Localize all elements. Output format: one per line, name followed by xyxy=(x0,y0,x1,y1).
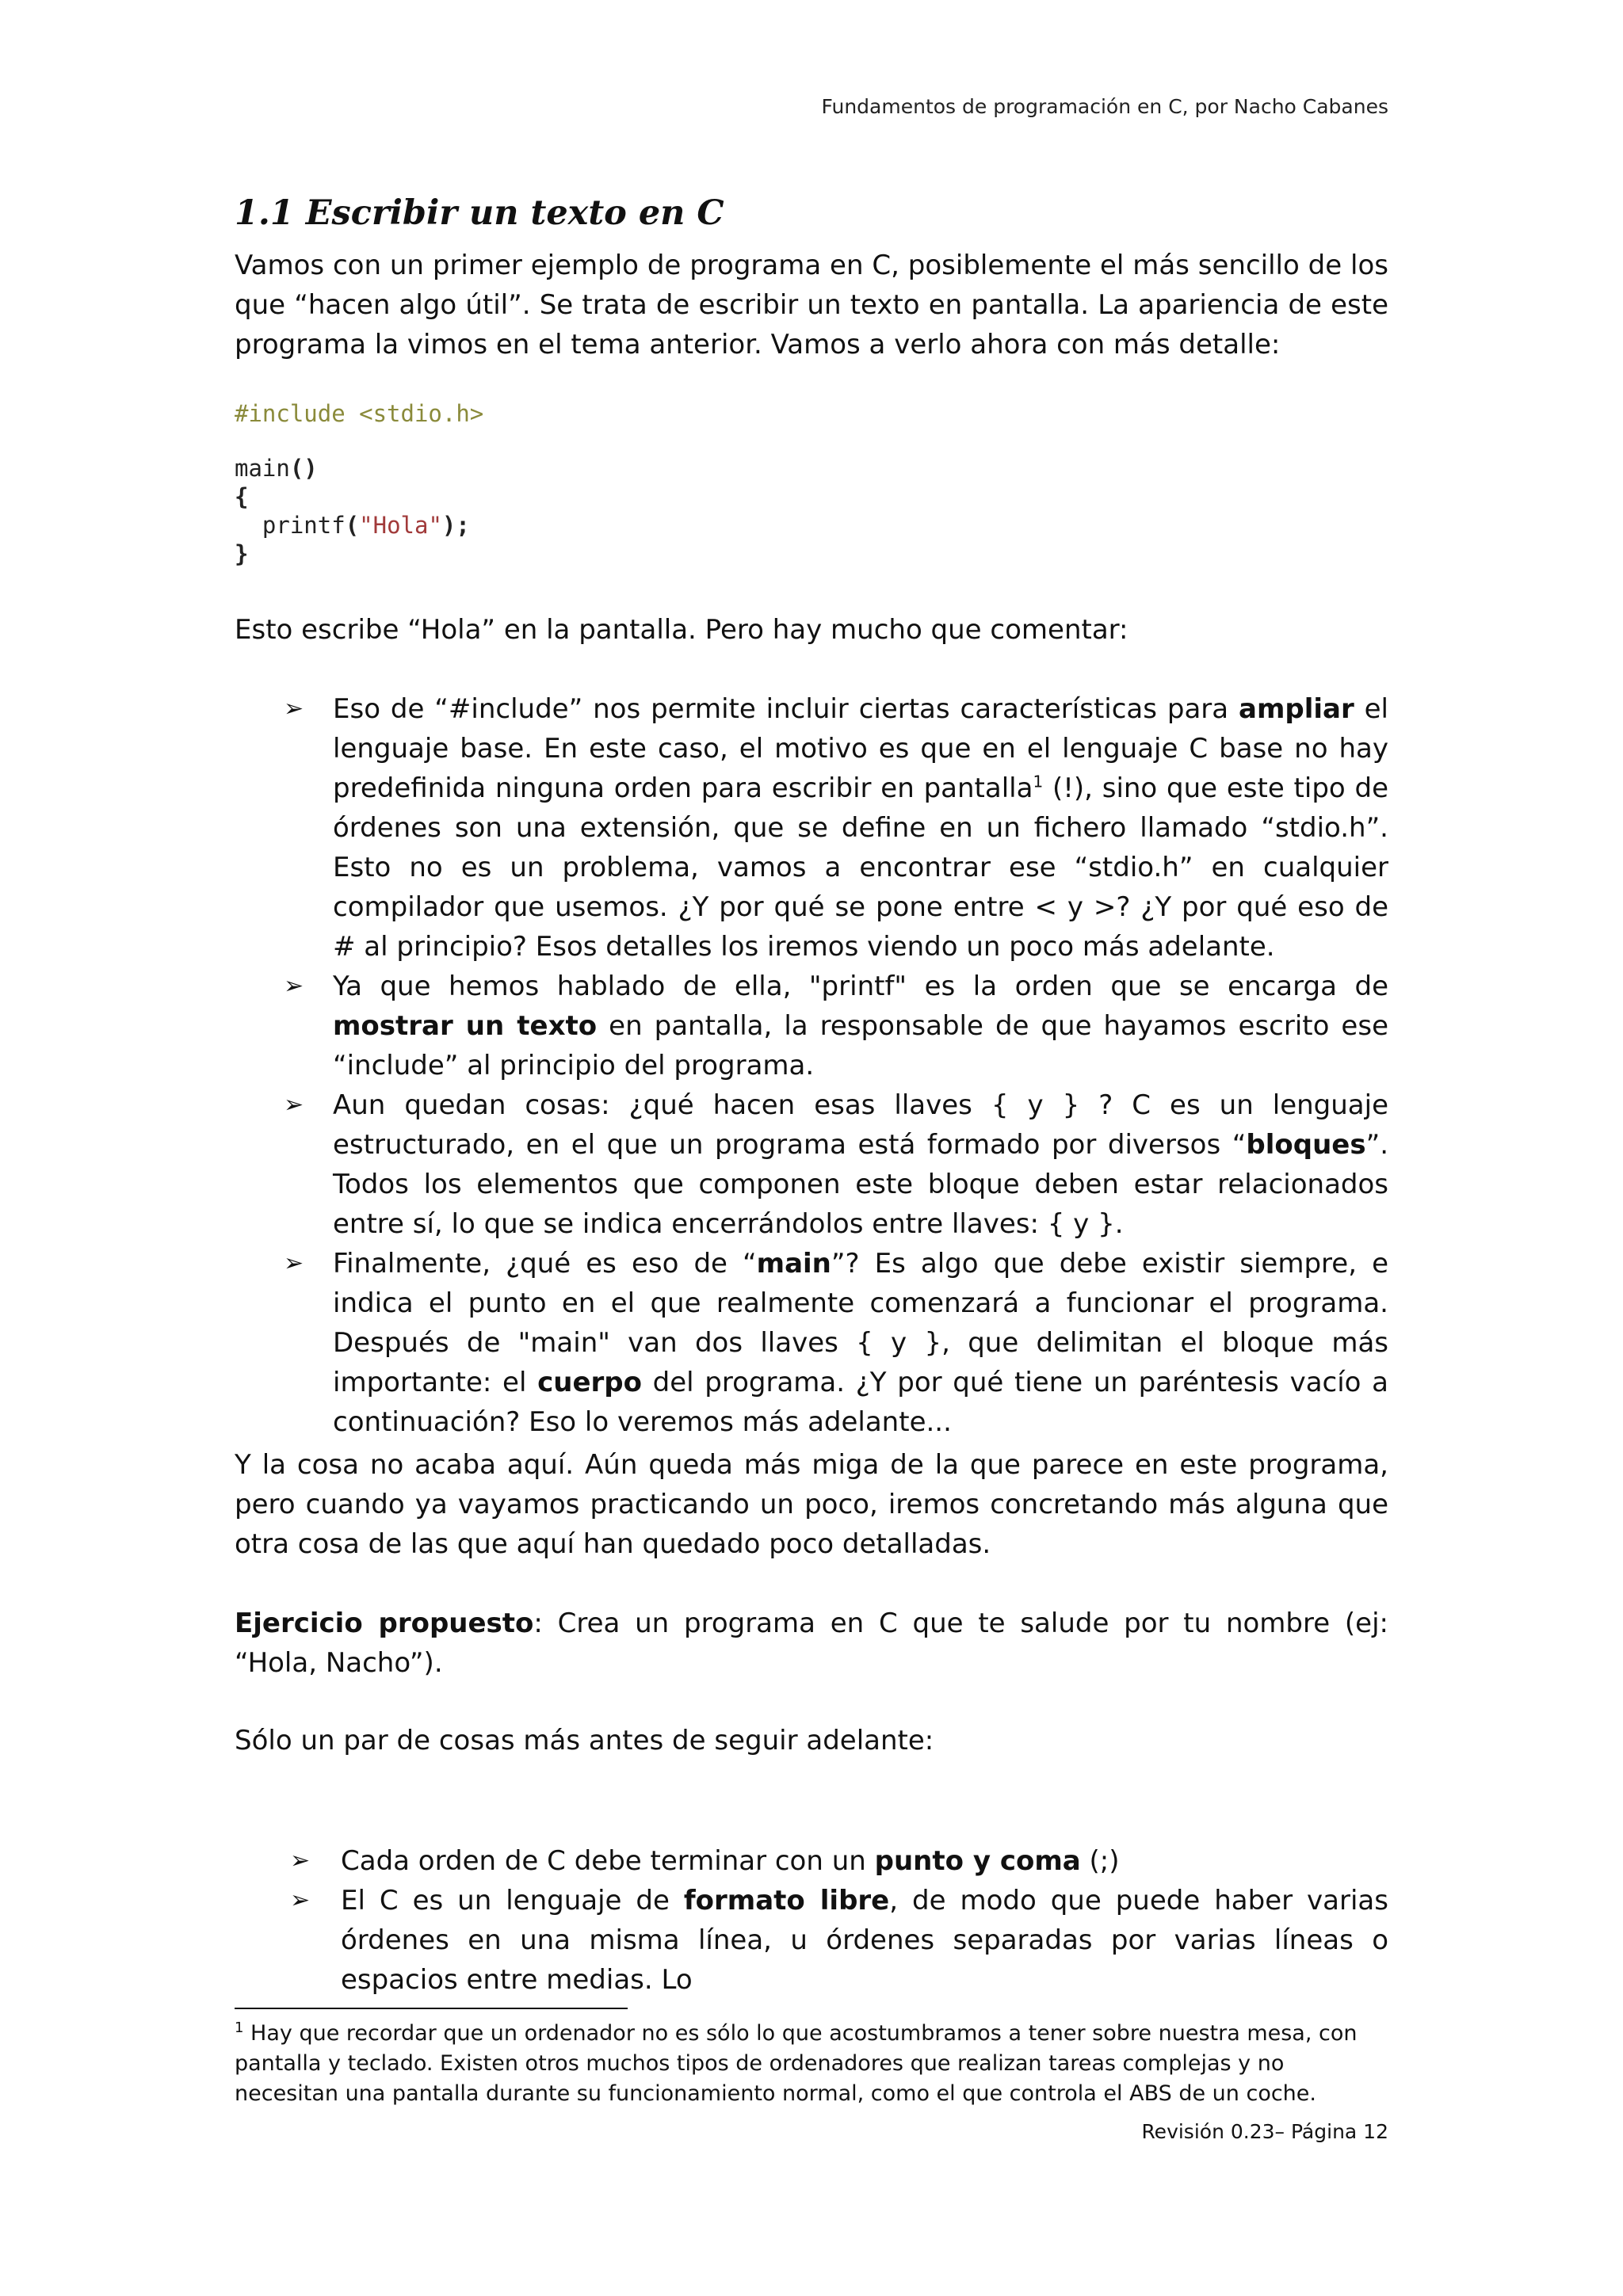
code-include-line: #include <stdio.h> xyxy=(235,400,484,427)
code-main-name: main xyxy=(235,455,290,482)
arrowhead-bullet-icon: ➢ xyxy=(284,1249,304,1277)
list-item-text: Aun quedan cosas: ¿qué hacen esas llaves { y } ? C es un lenguaje estructurado, en el que un programa está formado por diversos “ xyxy=(333,1089,1388,1161)
list-item-bold: formato libre xyxy=(683,1885,890,1917)
list-item-text: El C es un lenguaje de xyxy=(341,1885,684,1917)
list-item-text: en pantalla, la responsable de que hayamos escrito ese “include” al principio del programa. xyxy=(333,1010,1388,1081)
code-printf-close: ); xyxy=(441,512,470,539)
list-item-text: el lenguaje base. En este caso, el motivo es que en el lenguaje C base no hay predefinida ninguna orden para escribir en pantalla xyxy=(333,693,1389,804)
list-item-text: (!), sino que este tipo de órdenes son una extensión, que se define en un fichero llamado “stdio.h”. Esto no es un problema, vamos a encontrar ese “stdio.h” en cualquier compilador que usemos. ¿Y por qué se pone entre < y >? ¿Y por qué eso de # al principio? Esos detalles los iremos viendo un poco más adelante. xyxy=(333,772,1389,963)
code-block xyxy=(235,399,504,568)
running-header: Fundamentos de programación en C, por Nacho Cabanes xyxy=(821,95,1388,118)
list-item-text: Eso de “#include” nos permite incluir ciertas características para xyxy=(333,693,1239,725)
list-item-text: , de modo que puede haber varias órdenes en una misma línea, u órdenes separadas por varias líneas o espacios entre medias. Lo xyxy=(341,1885,1388,1996)
list-item-text: Cada orden de C debe terminar con un xyxy=(341,1845,875,1877)
exercise-label: Ejercicio propuesto xyxy=(235,1608,534,1639)
footnote xyxy=(235,2019,1388,2109)
list-item-bold: ampliar xyxy=(1239,693,1354,725)
code-main-parens: () xyxy=(289,455,318,482)
list-item-bold: cuerpo xyxy=(537,1367,642,1398)
list-item xyxy=(235,1841,1388,1881)
exercise-paragraph xyxy=(235,1604,1388,1683)
after-code-paragraph: Esto escribe “Hola” en la pantalla. Pero hay mucho que comentar: xyxy=(235,614,1128,646)
code-close-brace-glyph: } xyxy=(235,540,249,567)
list-item xyxy=(235,1881,1388,2000)
arrowhead-bullet-icon: ➢ xyxy=(290,1886,311,1914)
list-item-bold: bloques xyxy=(1246,1129,1366,1161)
list-item xyxy=(235,689,1388,967)
code-printf-line xyxy=(235,511,504,540)
list-item-bold: mostrar un texto xyxy=(333,1010,598,1042)
exercise-text: : Crea un programa en C que te salude por tu nombre (ej: “Hola, Nacho”). xyxy=(235,1608,1388,1679)
list-item xyxy=(235,1244,1388,1442)
code-main-line xyxy=(235,454,504,482)
list-item-text: del programa. ¿Y por qué tiene un paréntesis vacío a continuación? Eso lo veremos más adelante... xyxy=(333,1367,1388,1438)
arrowhead-bullet-icon: ➢ xyxy=(290,1847,311,1875)
code-printf-fn: printf xyxy=(235,512,346,539)
arrowhead-bullet-icon: ➢ xyxy=(284,695,304,723)
list-item-text: ”. Todos los elementos que componen este bloque deben estar relacionados entre sí, lo que se indica encerrándolos entre llaves: { y }. xyxy=(333,1129,1388,1240)
transition-paragraph: Sólo un par de cosas más antes de seguir adelante: xyxy=(235,1725,934,1756)
list-item-text: ”? Es algo que debe existir siempre, e indica el punto en el que realmente comenzará a funcionar el programa. Después de "main" van dos llaves { y }, que delimitan el bloque más importante: el xyxy=(333,1248,1388,1398)
page-footer: Revisión 0.23– Página 12 xyxy=(1141,2120,1388,2143)
code-open-brace xyxy=(235,482,504,511)
footnote-divider xyxy=(235,2008,628,2009)
intro-paragraph: Vamos con un primer ejemplo de programa en C, posiblemente el más sencillo de los que “hacen algo útil”. Se trata de escribir un texto en pantalla. La apariencia de este programa la vimos en el tema anterior. Vamos a verlo ahora con más detalle: xyxy=(235,250,1388,360)
code-printf-string: "Hola" xyxy=(359,512,442,539)
footnote-reference[interactable]: 1 xyxy=(1033,772,1044,791)
footnote-mark: 1 xyxy=(235,2019,244,2036)
list-item-text: Ya que hemos hablado de ella, "printf" es la orden que se encarga de xyxy=(333,971,1388,1002)
rules-list xyxy=(235,1841,1388,2000)
code-open-brace-glyph: { xyxy=(235,483,249,510)
list-item-text: Finalmente, ¿qué es eso de “ xyxy=(333,1248,757,1280)
footnote-text: Hay que recordar que un ordenador no es sólo lo que acostumbramos a tener sobre nuestra mesa, con pantalla y teclado. Existen otros muchos tipos de ordenadores que realizan tareas complejas y no necesitan una pantalla durante su funcionamiento normal, como el que controla el ABS de un coche. xyxy=(235,2021,1358,2106)
arrowhead-bullet-icon: ➢ xyxy=(284,1091,304,1119)
list-item xyxy=(235,1085,1388,1244)
list-item xyxy=(235,967,1388,1085)
list-item-bold: main xyxy=(756,1248,831,1280)
list-item-bold: punto y coma xyxy=(874,1845,1081,1877)
arrowhead-bullet-icon: ➢ xyxy=(284,972,304,1000)
closing-paragraph: Y la cosa no acaba aquí. Aún queda más miga de la que parece en este programa, pero cuando ya vayamos practicando un poco, iremos concretando más alguna que otra cosa de las que aquí han quedado poco detalladas. xyxy=(235,1449,1388,1560)
code-close-brace xyxy=(235,540,504,568)
section-title: 1.1 Escribir un texto en C xyxy=(235,193,724,233)
code-blank-line xyxy=(235,428,504,454)
list-item-text: (;) xyxy=(1080,1845,1120,1877)
code-printf-open: ( xyxy=(345,512,360,539)
explanation-list xyxy=(235,689,1388,1442)
